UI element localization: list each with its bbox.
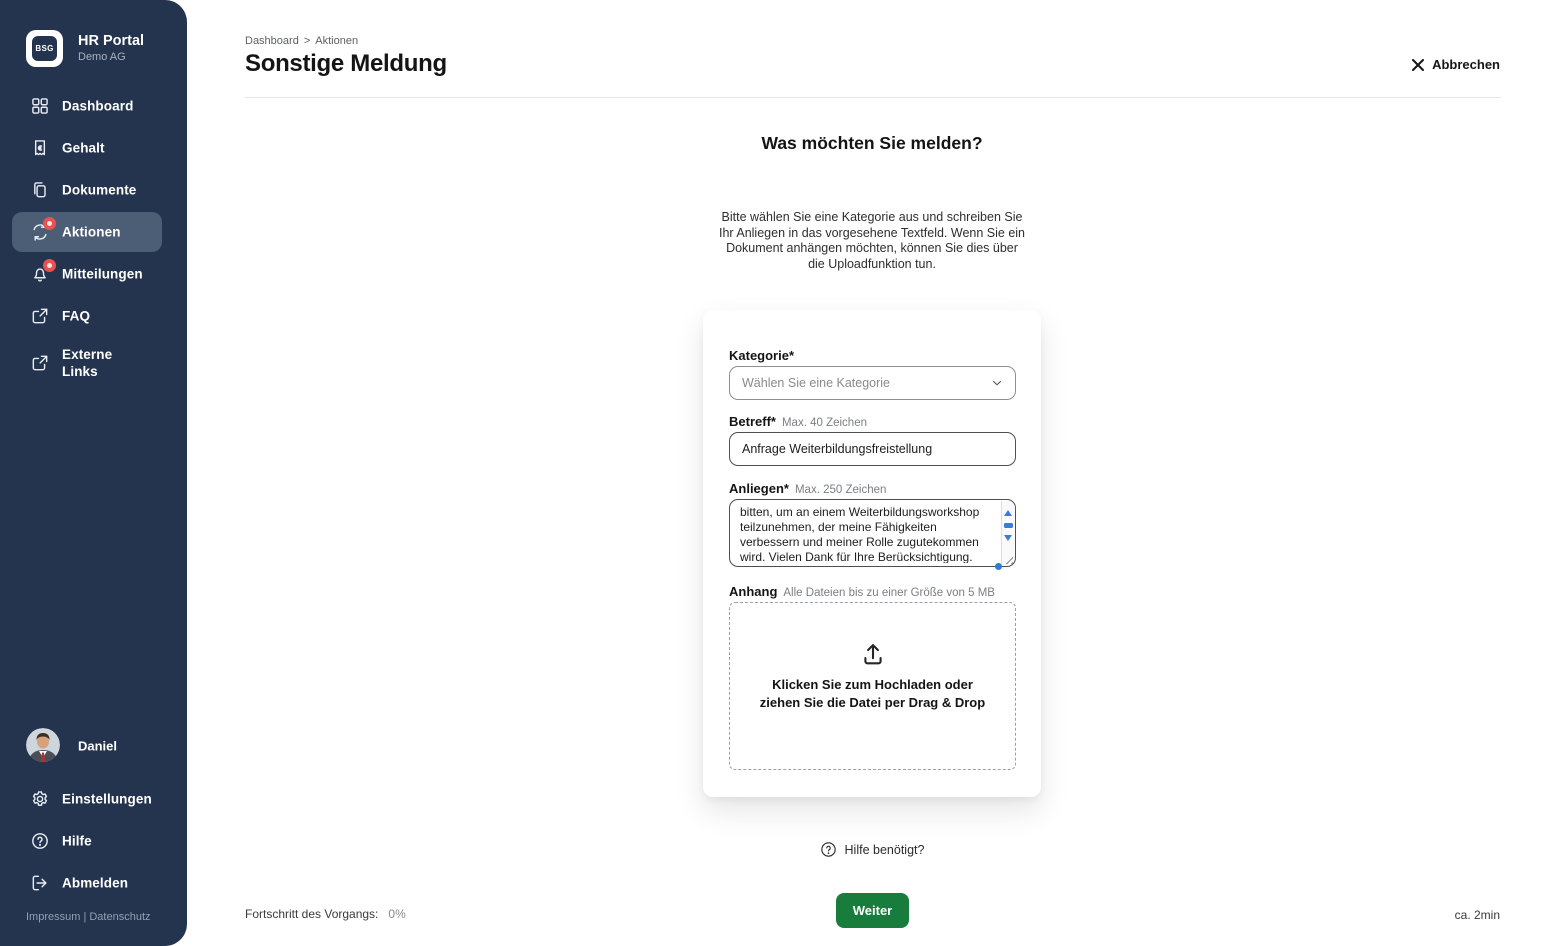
app-company: Demo AG — [78, 51, 126, 63]
app-name: HR Portal — [78, 33, 145, 49]
gear-icon — [30, 789, 50, 809]
breadcrumb — [245, 35, 358, 47]
external-link-icon — [30, 353, 50, 373]
logo-box — [26, 30, 63, 67]
sidebar-item-aktionen[interactable] — [0, 211, 187, 253]
sidebar-item-hilfe[interactable] — [0, 820, 187, 862]
file-dropzone[interactable] — [729, 602, 1016, 770]
dropzone-text: Klicken Sie zum Hochladen oder ziehen Sie die Datei per Drag & Drop — [759, 677, 986, 710]
progress-indicator — [245, 907, 406, 921]
legal-links[interactable]: Impressum | Datenschutz — [26, 911, 151, 923]
attachment-label: Anhang Alle Dateien bis zu einer Größe von 5 MB — [729, 584, 995, 599]
help-link-label: Hilfe benötigt? — [844, 842, 925, 857]
estimated-time: ca. 2min — [1454, 908, 1500, 922]
page-title: Sonstige Meldung — [245, 50, 447, 77]
sidebar-item-label: Einstellungen — [62, 791, 152, 807]
actions-sync-icon — [30, 222, 50, 242]
sidebar-item-label: Dashboard — [62, 98, 134, 114]
notification-badge — [43, 217, 56, 230]
sidebar-item-label: Hilfe — [62, 833, 92, 849]
user-profile[interactable] — [0, 728, 187, 764]
close-icon — [1412, 59, 1424, 71]
external-link-icon — [30, 306, 50, 326]
attachment-hint: Alle Dateien bis zu einer Größe von 5 MB — [783, 587, 995, 599]
sidebar-item-label: Mitteilungen — [62, 266, 143, 282]
subject-input[interactable] — [729, 432, 1016, 466]
notifications-bell-icon — [30, 264, 50, 284]
user-name: Daniel — [78, 738, 118, 754]
upload-icon — [859, 640, 887, 668]
breadcrumb-separator: > — [303, 35, 311, 47]
scroll-down-icon[interactable] — [1004, 535, 1012, 541]
sidebar-item-label: FAQ — [62, 308, 91, 324]
report-form-card — [703, 310, 1041, 797]
subject-hint: Max. 40 Zeichen — [781, 417, 867, 429]
message-hint: Max. 250 Zeichen — [794, 484, 887, 496]
sidebar — [0, 0, 187, 946]
sidebar-item-einstellungen[interactable] — [0, 778, 187, 820]
sidebar-item-abmelden[interactable] — [0, 862, 187, 904]
breadcrumb-aktionen[interactable]: Aktionen — [315, 35, 359, 47]
app-logo — [26, 30, 63, 67]
notification-badge — [43, 259, 56, 272]
sidebar-item-gehalt[interactable] — [0, 127, 187, 169]
sidebar-item-faq[interactable] — [0, 295, 187, 337]
chevron-down-icon — [990, 376, 1004, 390]
sidebar-item-label: Abmelden — [62, 875, 129, 891]
message-text: bitten, um an einem Weiterbildungsworkshop teilzunehmen, der meine Fähigkeiten verbessern und meiner Rolle zugutekommen wird. Vielen Dank für Ihre Berücksichtigung. — [740, 505, 980, 563]
sidebar-item-dashboard[interactable] — [0, 85, 187, 127]
cancel-button[interactable] — [1412, 57, 1500, 72]
scrollbar-thumb[interactable] — [1004, 523, 1013, 528]
message-label: Anliegen* Max. 250 Zeichen — [729, 481, 887, 496]
help-link[interactable] — [622, 841, 1122, 858]
logout-icon — [30, 873, 50, 893]
step-instructions: Bitte wählen Sie eine Kategorie aus und schreiben Sie Ihr Anliegen in das vorgesehene Textfeld. Wenn Sie ein Dokument anhängen möchten, können Sie dies über die Uploadfunktion tun. — [719, 210, 1025, 271]
progress-label: Fortschritt des Vorgangs: — [245, 907, 379, 921]
category-placeholder: Wählen Sie eine Kategorie — [742, 376, 891, 390]
salary-receipt-icon — [30, 138, 50, 158]
sidebar-item-label: Dokumente — [62, 182, 137, 198]
avatar — [26, 728, 60, 762]
progress-value: 0% — [388, 907, 406, 921]
sidebar-item-externe-links[interactable] — [0, 337, 187, 389]
step-question: Was möchten Sie melden? — [761, 133, 983, 153]
category-select[interactable] — [729, 366, 1016, 400]
header-divider — [245, 97, 1501, 98]
help-circle-icon — [820, 841, 837, 858]
sidebar-item-mitteilungen[interactable] — [0, 253, 187, 295]
cancel-label: Abbrechen — [1432, 57, 1500, 72]
message-textarea[interactable] — [729, 499, 1016, 567]
sidebar-item-label: Aktionen — [62, 224, 121, 240]
next-button[interactable]: Weiter — [836, 893, 909, 928]
sidebar-item-label: Externe Links — [62, 347, 113, 379]
scroll-up-icon[interactable] — [1004, 510, 1012, 516]
dashboard-grid-icon — [30, 96, 50, 116]
resize-dot — [995, 563, 1002, 570]
sidebar-item-dokumente[interactable] — [0, 169, 187, 211]
subject-label: Betreff* Max. 40 Zeichen — [729, 414, 867, 429]
logo-monogram: BSG — [32, 36, 57, 61]
breadcrumb-dashboard[interactable]: Dashboard — [245, 35, 299, 47]
category-label: Kategorie* — [729, 348, 795, 363]
sidebar-item-label: Gehalt — [62, 140, 105, 156]
documents-icon — [30, 180, 50, 200]
help-circle-icon — [30, 831, 50, 851]
